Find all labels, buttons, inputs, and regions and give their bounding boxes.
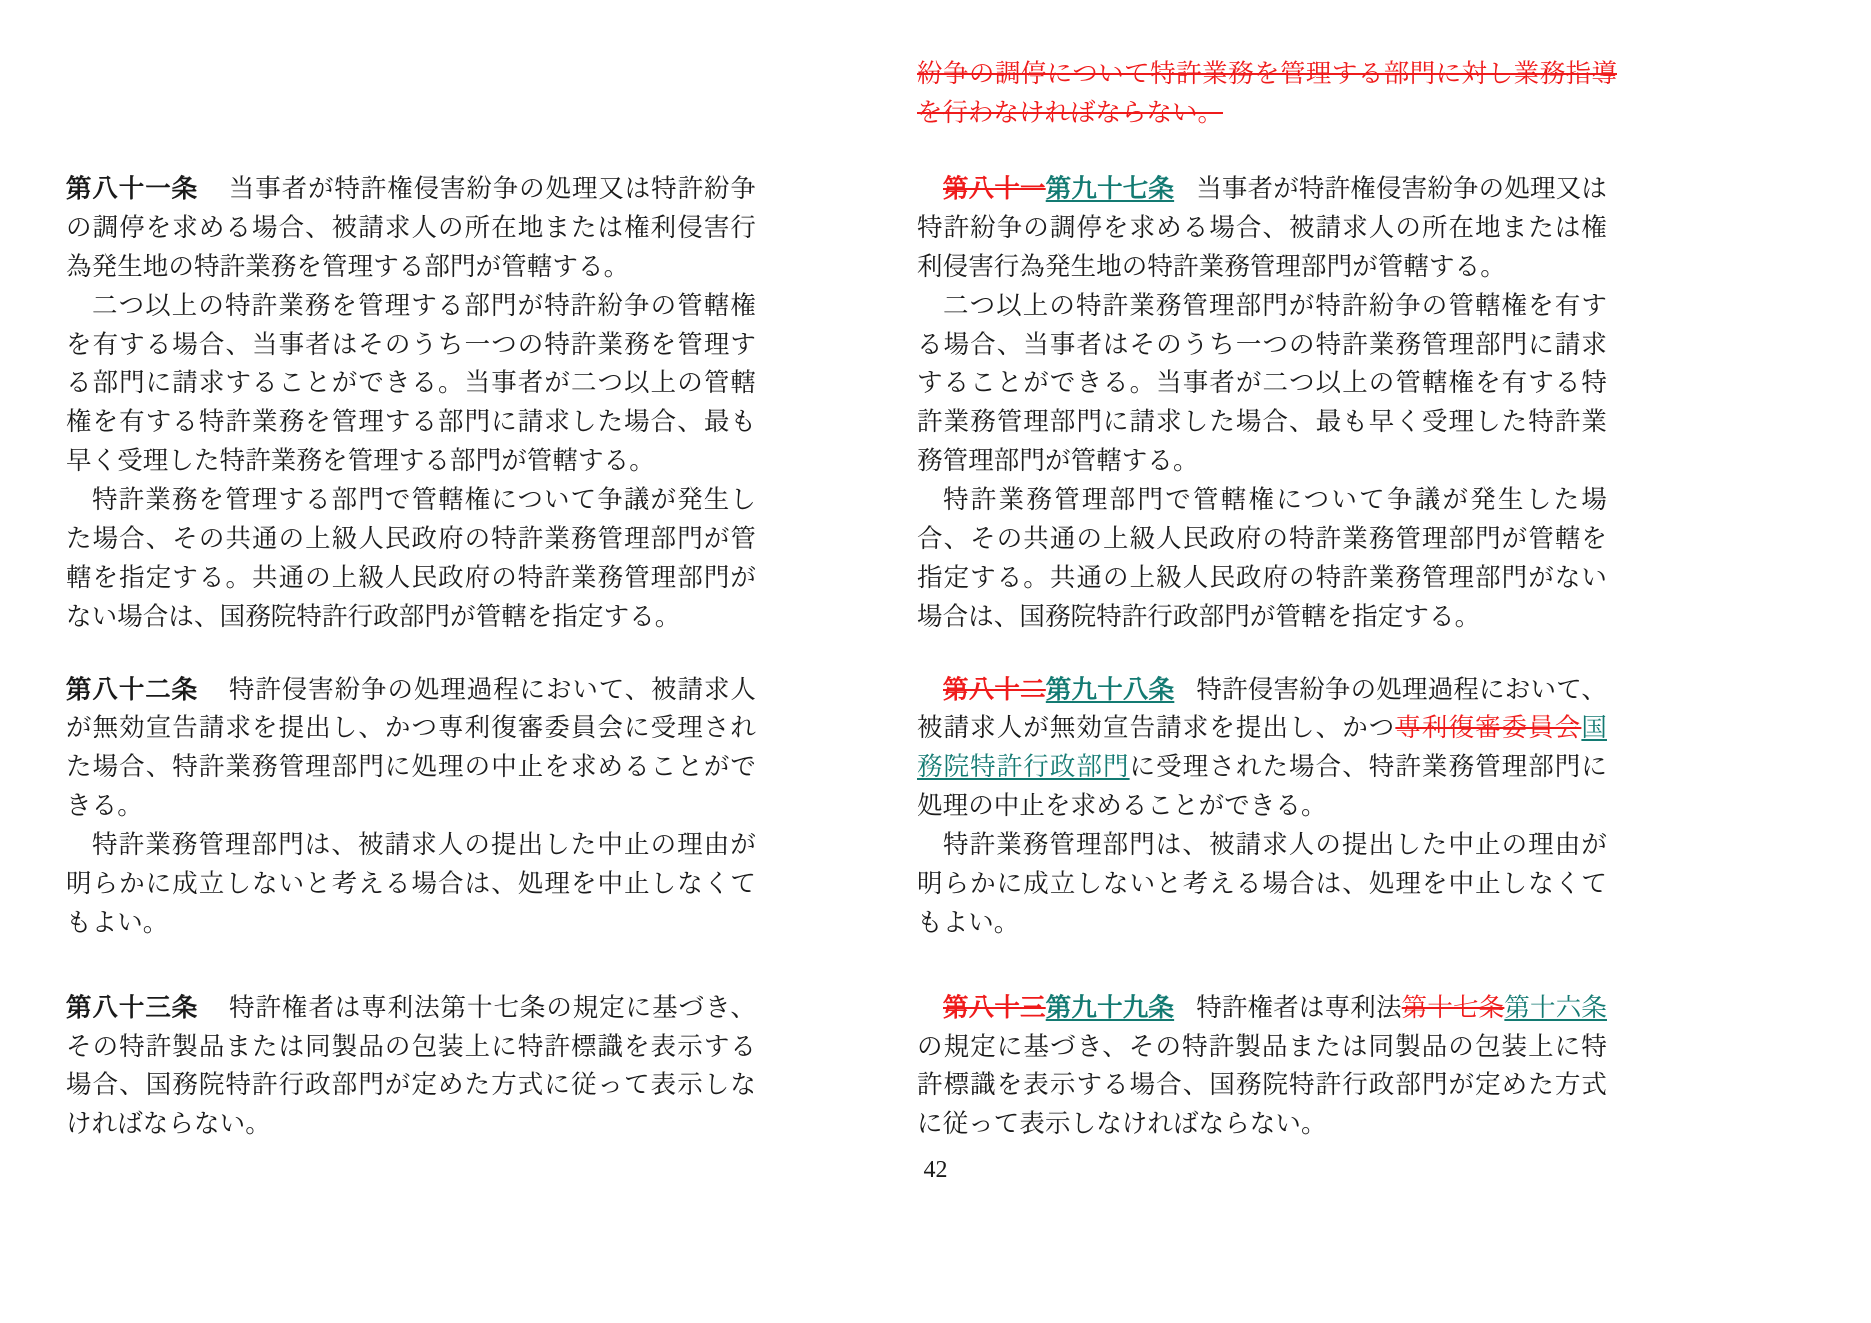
left-article-82-heading: 第八十二条	[66, 674, 199, 704]
left-article-81-para-2: 二つ以上の特許業務を管理する部門が特許紛争の管轄権を有する場合、当事者はそのうち一つの特許業務を管理する部門に請求することができる。当事者が二つ以上の管轄権を有する特許業務を管理する部門に請求した場合、最も早く受理した特許業務を管理する部門が管轄する。	[66, 290, 756, 476]
left-article-82-para-1	[66, 671, 756, 827]
left-article-81-para-3: 特許業務を管理する部門で管轄権について争議が発生した場合、その共通の上級人民政府の特許業務管理部門が管轄を指定する。共通の上級人民政府の特許業務管理部門がない場合は、国務院特許行政部門が管轄を指定する。	[66, 485, 756, 631]
top-deleted-fragment	[917, 55, 1617, 133]
right-article-98-body-b: に受理された場合、特許業務管理部門に処理の中止を求めることができる。	[917, 752, 1607, 821]
right-article-98	[917, 671, 1607, 943]
spacer	[917, 637, 1607, 671]
right-article-99-heading-inserted: 第九十九条	[1045, 992, 1175, 1022]
right-article-98-inserted-term: 国務院特許行政部門	[917, 713, 1607, 782]
spacer	[917, 943, 1607, 989]
left-article-82-para-2: 特許業務管理部門は、被請求人の提出した中止の理由が明らかに成立しないと考える場合は、処理を中止しなくてもよい。	[66, 830, 756, 937]
page-number: 42	[923, 1157, 948, 1183]
right-article-99-para-1	[917, 989, 1607, 1145]
right-article-99-body-a: 特許権者は専利法	[1196, 992, 1402, 1022]
left-article-81-para-1	[66, 170, 756, 287]
right-article-99-body-b: の規定に基づき、その特許製品または同製品の包装上に特許標識を表示する場合、国務院特許行政部門が定めた方式に従って表示しなければならない。	[917, 1031, 1607, 1139]
left-article-83	[66, 989, 756, 1145]
right-article-99-deleted-term: 第十七条	[1401, 992, 1505, 1022]
spacer	[66, 943, 756, 989]
right-article-99-heading-deleted: 第八十三	[943, 992, 1046, 1022]
right-article-97-para-1	[917, 170, 1607, 287]
right-article-98-heading-inserted: 第九十八条	[1045, 674, 1175, 704]
right-article-99-inserted-term: 第十六条	[1504, 992, 1607, 1022]
left-article-83-body-1: 特許権者は専利法第十七条の規定に基づき、その特許製品または同製品の包装上に特許標識を表示する場合、国務院特許行政部門が定めた方式に従って表示しなければならない。	[66, 992, 756, 1139]
left-article-81	[66, 170, 756, 637]
left-article-83-para-1	[66, 989, 756, 1145]
right-article-97-body-1: 当事者が特許権侵害紛争の処理又は特許紛争の調停を求める場合、被請求人の所在地または権利侵害行為発生地の特許業務管理部門が管轄する。	[917, 174, 1607, 281]
right-article-98-para-1	[917, 671, 1607, 827]
right-article-97-heading-deleted: 第八十一	[943, 174, 1046, 203]
deleted-text: 紛争の調停について特許業務を管理する部門に対し業務指導を行わなければならない。	[917, 59, 1617, 127]
left-article-83-heading: 第八十三条	[66, 992, 199, 1022]
left-article-82	[66, 671, 756, 943]
left-article-81-heading: 第八十一条	[66, 174, 198, 203]
right-article-97-para-2: 二つ以上の特許業務管理部門が特許紛争の管轄権を有する場合、当事者はそのうち一つの特許業務管理部門に請求することができる。当事者が二つ以上の管轄権を有する特許業務管理部門に請求した場合、最も早く受理した特許業務管理部門が管轄する。	[917, 290, 1607, 476]
right-column	[917, 170, 1607, 1144]
spacer	[66, 637, 756, 671]
left-article-82-body-1: 特許侵害紛争の処理過程において、被請求人が無効宣告請求を提出し、かつ専利復審委員会に受理された場合、特許業務管理部門に処理の中止を求めることができる。	[66, 674, 756, 821]
right-article-97-heading-inserted: 第九十七条	[1045, 174, 1175, 203]
right-article-97	[917, 170, 1607, 637]
right-article-98-deleted-term: 専利復審委員会	[1395, 713, 1582, 743]
left-column	[66, 170, 756, 1144]
right-article-99	[917, 989, 1607, 1145]
right-article-98-para-2: 特許業務管理部門は、被請求人の提出した中止の理由が明らかに成立しないと考える場合は、処理を中止しなくてもよい。	[917, 830, 1607, 937]
right-article-98-body-a: 特許侵害紛争の処理過程において、被請求人が無効宣告請求を提出し、かつ	[917, 674, 1607, 743]
left-article-81-body-1: 当事者が特許権侵害紛争の処理又は特許紛争の調停を求める場合、被請求人の所在地または権利侵害行為発生地の特許業務を管理する部門が管轄する。	[66, 174, 756, 281]
right-article-97-para-3: 特許業務管理部門で管轄権について争議が発生した場合、その共通の上級人民政府の特許業務管理部門が管轄を指定する。共通の上級人民政府の特許業務管理部門がない場合は、国務院特許行政部門が管轄を指定する。	[917, 485, 1607, 631]
right-article-98-heading-deleted: 第八十二	[943, 674, 1046, 704]
